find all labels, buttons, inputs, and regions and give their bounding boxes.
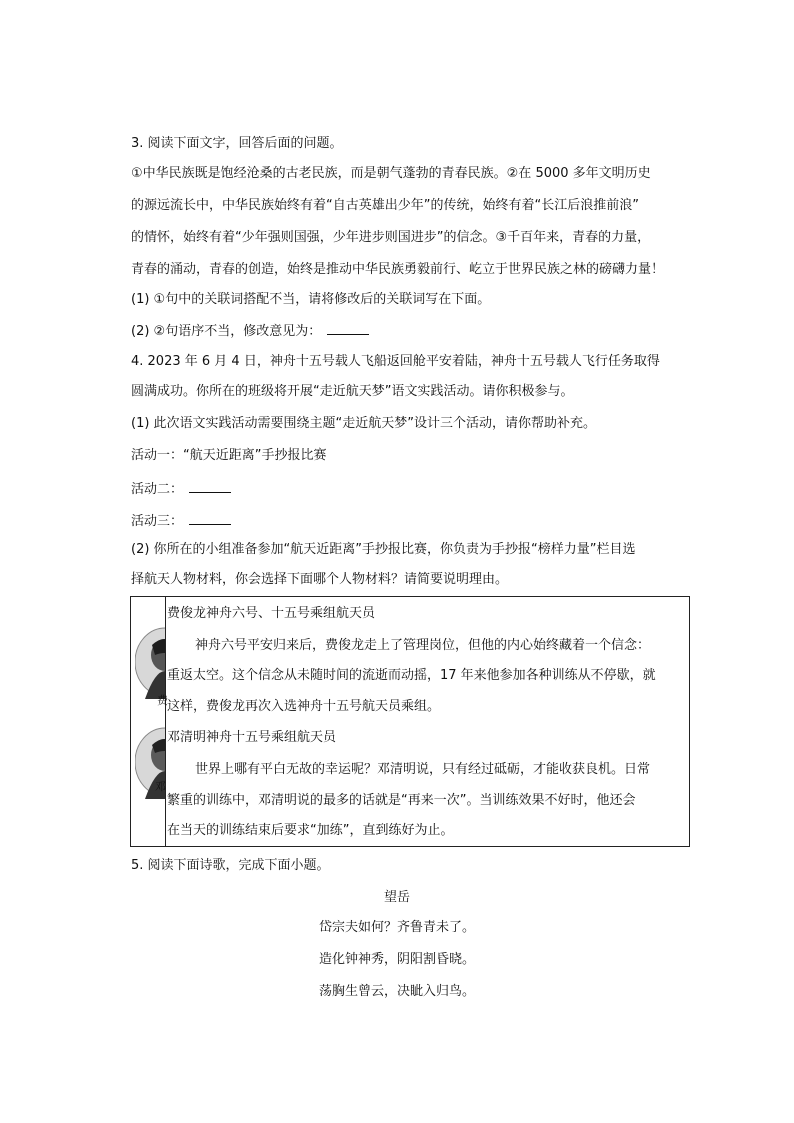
q4-activity-3: 活动三： — [131, 514, 184, 529]
poem-line: 岱宗夫如何？齐鲁青未了。 — [318, 920, 475, 935]
q4-sub2-line: 择航天人物材料，你会选择下面哪个人物材料？请简要说明理由。 — [131, 572, 509, 587]
person-name-deng: 邓清明神舟十五号乘组航天员 — [167, 730, 337, 745]
person-text-line: 重返太空。这个信念从未随时间的流逝而动摇，17 年来他参加各种训练从不停歇，就 — [167, 668, 656, 683]
q5-title: 5. 阅读下面诗歌，完成下面小题。 — [131, 858, 330, 873]
person-name-fei: 费俊龙神舟六号、十五号乘组航天员 — [167, 606, 376, 621]
person-text-line: 世界上哪有平白无故的幸运呢？邓清明说，只有经过砥砺，才能收获良机。日常 — [195, 762, 651, 777]
q3-sub2-row — [131, 322, 369, 340]
q4-activity-2-row — [131, 480, 231, 498]
photo-caption: 邓 — [155, 780, 166, 793]
person-text-line: 神舟六号平安归来后，费俊龙走上了管理岗位，但他的内心始终藏着一个信念： — [195, 638, 651, 653]
person-text-line: 这样，费俊龙再次入选神舟十五号航天员乘组。 — [167, 699, 441, 714]
material-table — [130, 596, 690, 847]
q3-passage-line: 的源远流长中，中华民族始终有着“自古英雄出少年”的传统，始终有着“长江后浪推前浪” — [131, 198, 639, 213]
q4-activity-2: 活动二： — [131, 482, 184, 497]
q3-passage-line: 青春的涌动，青春的创造，始终是推动中华民族勇毅前行、屹立于世界民族之林的磅礴力量！ — [131, 262, 665, 277]
q4-intro-line: 4. 2023 年 6 月 4 日，神舟十五号载人飞船返回舱平安着陆，神舟十五号载人飞行任务取得 — [131, 354, 660, 369]
q4-activity-1: 活动一：“航天近距离”手抄报比赛 — [131, 448, 327, 463]
q4-sub2-line: (2) 你所在的小组准备参加“航天近距离”手抄报比赛，你负责为手抄报“榜样力量”栏目选 — [131, 542, 636, 557]
poem-title: 望岳 — [383, 890, 410, 905]
person-text-line: 在当天的训练结束后要求“加练”，直到练好为止。 — [167, 823, 454, 838]
poem-line: 造化钟神秀，阴阳割昏晓。 — [318, 952, 475, 967]
answer-blank[interactable] — [327, 322, 369, 335]
q3-passage-line: 的情怀，始终有着“少年强则国强，少年进步则国进步”的信念。③千百年来，青春的力量， — [131, 230, 651, 245]
photo-caption: 费 — [157, 694, 168, 707]
person-text-line: 繁重的训练中，邓清明说的最多的话就是“再来一次”。当训练效果不好时，他还会 — [167, 793, 636, 808]
q3-title: 3. 阅读下面文字，回答后面的问题。 — [131, 136, 343, 151]
q4-activity-3-row — [131, 512, 231, 530]
q4-sub1: (1) 此次语文实践活动需要围绕主题“走近航天梦”设计三个活动，请你帮助补充。 — [131, 416, 597, 431]
astronaut-photo-fei — [135, 625, 165, 699]
poem-line: 荡胸生曾云，决眦入归鸟。 — [318, 984, 475, 999]
answer-blank[interactable] — [189, 512, 231, 525]
q3-sub2: (2) ②句语序不当，修改意见为： — [131, 324, 322, 339]
q3-passage-line: ①中华民族既是饱经沧桑的古老民族，而是朝气蓬勃的青春民族。②在 5000 多年文明历史 — [131, 166, 651, 181]
answer-blank[interactable] — [189, 480, 231, 493]
table-divider — [165, 597, 166, 846]
q3-sub1: (1) ①句中的关联词搭配不当，请将修改后的关联词写在下面。 — [131, 292, 491, 307]
q4-intro-line: 圆满成功。你所在的班级将开展“走近航天梦”语文实践活动。请你积极参与。 — [131, 384, 574, 399]
